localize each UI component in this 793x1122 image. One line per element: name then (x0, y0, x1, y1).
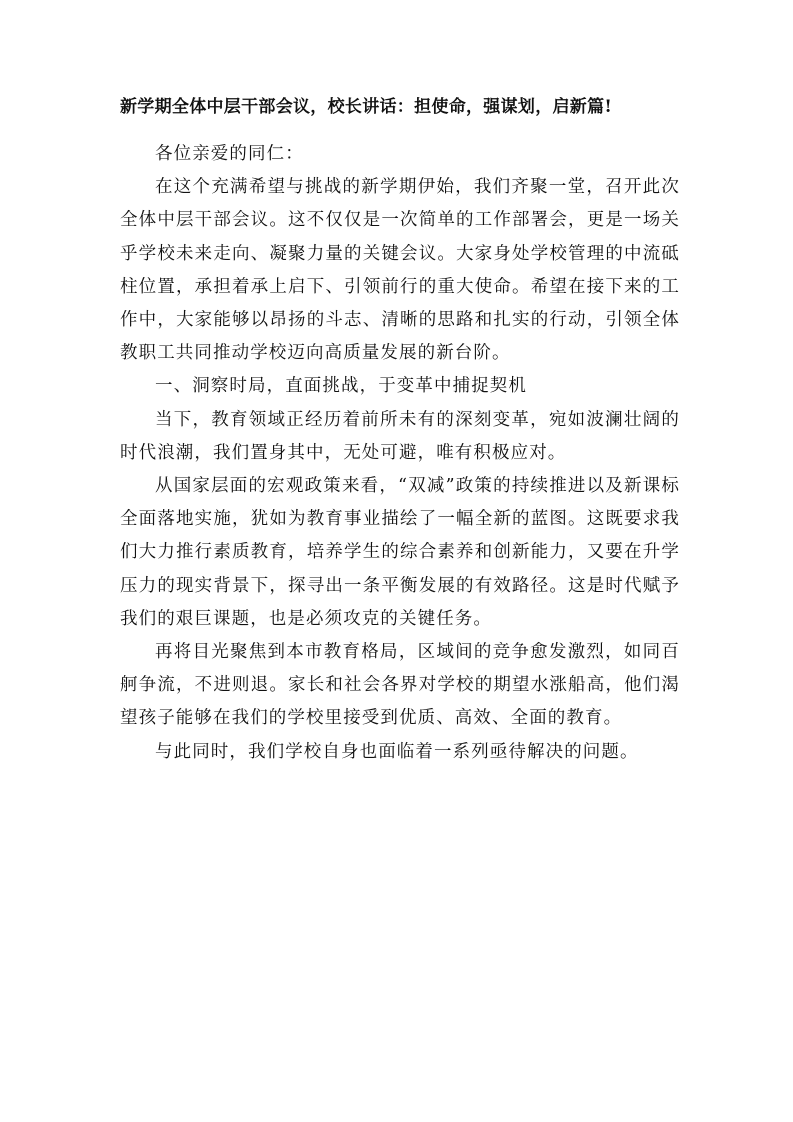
paragraph-current-situation: 当下，教育领域正经历着前所未有的深刻变革，宛如波澜壮阔的时代浪潮，我们置身其中，无处可避，唯有积极应对。 (120, 409, 680, 463)
paragraph-city-landscape: 再将目光聚焦到本市教育格局，区域间的竞争愈发激烈，如同百舸争流，不进则退。家长和社会各界对学校的期望水涨船高，他们渴望孩子能够在我们的学校里接受到优质、高效、全面的教育。 (120, 642, 680, 729)
document-page (120, 96, 680, 769)
section-heading-1: 一、洞察时局，直面挑战，于变革中捕捉契机 (155, 376, 527, 397)
paragraph-school-issues: 与此同时，我们学校自身也面临着一系列亟待解决的问题。 (155, 741, 639, 762)
paragraph-national-policy: 从国家层面的宏观政策来看，“双减”政策的持续推进以及新课标全面落地实施，犹如为教育事业描绘了一幅全新的蓝图。这既要求我们大力推行素质教育，培养学生的综合素养和创新能力，又要在升学压力的现实背景下，探寻出一条平衡发展的有效路径。这是时代赋予我们的艰巨课题，也是必须攻克的关键任务。 (120, 476, 680, 629)
document-title: 新学期全体中层干部会议，校长讲话：担使命，强谋划，启新篇! (120, 97, 613, 117)
paragraph-intro: 在这个充满希望与挑战的新学期伊始，我们齐聚一堂，召开此次全体中层干部会议。这不仅仅是一次简单的工作部署会，更是一场关乎学校未来走向、凝聚力量的关键会议。大家身处学校管理的中流砥柱位置，承担着承上启下、引领前行的重大使命。希望在接下来的工作中，大家能够以昂扬的斗志、清晰的思路和扎实的行动，引领全体教职工共同推动学校迈向高质量发展的新台阶。 (120, 177, 680, 364)
greeting: 各位亲爱的同仁： (155, 144, 304, 164)
